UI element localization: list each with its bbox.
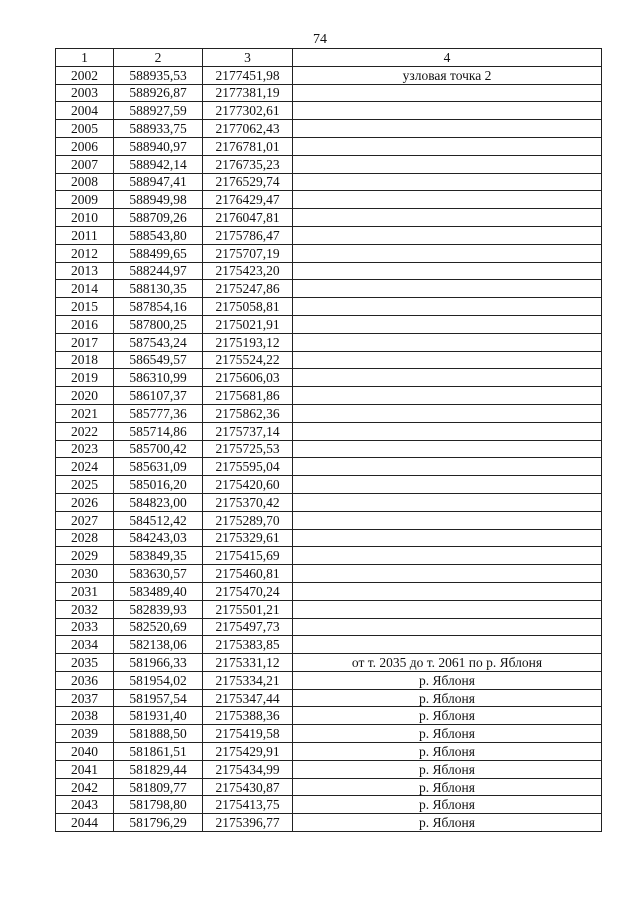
description-cell xyxy=(293,582,602,600)
description-cell xyxy=(293,493,602,511)
x-coordinate-cell: 581957,54 xyxy=(114,689,203,707)
table-row xyxy=(56,814,602,832)
x-coordinate-cell: 582520,69 xyxy=(114,618,203,636)
x-coordinate-cell: 586107,37 xyxy=(114,387,203,405)
point-number-cell: 2027 xyxy=(56,511,114,529)
point-number-cell: 2035 xyxy=(56,654,114,672)
table-row xyxy=(56,511,602,529)
x-coordinate-cell: 581931,40 xyxy=(114,707,203,725)
column-header-1: 1 xyxy=(56,49,114,67)
description-cell xyxy=(293,137,602,155)
description-cell: р. Яблоня xyxy=(293,689,602,707)
y-coordinate-cell: 2175786,47 xyxy=(203,226,293,244)
description-cell: р. Яблоня xyxy=(293,707,602,725)
y-coordinate-cell: 2176529,74 xyxy=(203,173,293,191)
point-number-cell: 2012 xyxy=(56,244,114,262)
point-number-cell: 2028 xyxy=(56,529,114,547)
y-coordinate-cell: 2175725,53 xyxy=(203,440,293,458)
table-row xyxy=(56,137,602,155)
description-cell xyxy=(293,618,602,636)
table-row xyxy=(56,387,602,405)
point-number-cell: 2042 xyxy=(56,778,114,796)
x-coordinate-cell: 582138,06 xyxy=(114,636,203,654)
description-cell: р. Яблоня xyxy=(293,671,602,689)
point-number-cell: 2006 xyxy=(56,137,114,155)
x-coordinate-cell: 588933,75 xyxy=(114,120,203,138)
x-coordinate-cell: 582839,93 xyxy=(114,600,203,618)
point-number-cell: 2002 xyxy=(56,66,114,84)
y-coordinate-cell: 2177381,19 xyxy=(203,84,293,102)
y-coordinate-cell: 2175501,21 xyxy=(203,600,293,618)
x-coordinate-cell: 588926,87 xyxy=(114,84,203,102)
x-coordinate-cell: 581809,77 xyxy=(114,778,203,796)
description-cell xyxy=(293,547,602,565)
y-coordinate-cell: 2175524,22 xyxy=(203,351,293,369)
y-coordinate-cell: 2175388,36 xyxy=(203,707,293,725)
point-number-cell: 2003 xyxy=(56,84,114,102)
y-coordinate-cell: 2175707,19 xyxy=(203,244,293,262)
y-coordinate-cell: 2176047,81 xyxy=(203,209,293,227)
description-cell xyxy=(293,511,602,529)
description-cell xyxy=(293,565,602,583)
description-cell xyxy=(293,191,602,209)
point-number-cell: 2009 xyxy=(56,191,114,209)
y-coordinate-cell: 2175289,70 xyxy=(203,511,293,529)
description-cell xyxy=(293,120,602,138)
description-cell xyxy=(293,173,602,191)
y-coordinate-cell: 2175737,14 xyxy=(203,422,293,440)
description-cell xyxy=(293,244,602,262)
point-number-cell: 2038 xyxy=(56,707,114,725)
table-row xyxy=(56,440,602,458)
point-number-cell: 2004 xyxy=(56,102,114,120)
table-row xyxy=(56,244,602,262)
table-row xyxy=(56,315,602,333)
description-cell xyxy=(293,298,602,316)
point-number-cell: 2014 xyxy=(56,280,114,298)
y-coordinate-cell: 2175415,69 xyxy=(203,547,293,565)
x-coordinate-cell: 585700,42 xyxy=(114,440,203,458)
table-row xyxy=(56,600,602,618)
point-number-cell: 2033 xyxy=(56,618,114,636)
description-cell: узловая точка 2 xyxy=(293,66,602,84)
table-row xyxy=(56,689,602,707)
table-row xyxy=(56,404,602,422)
column-header-3: 3 xyxy=(203,49,293,67)
x-coordinate-cell: 586310,99 xyxy=(114,369,203,387)
description-cell xyxy=(293,529,602,547)
point-number-cell: 2022 xyxy=(56,422,114,440)
y-coordinate-cell: 2176781,01 xyxy=(203,137,293,155)
x-coordinate-cell: 584512,42 xyxy=(114,511,203,529)
point-number-cell: 2041 xyxy=(56,760,114,778)
point-number-cell: 2031 xyxy=(56,582,114,600)
y-coordinate-cell: 2175423,20 xyxy=(203,262,293,280)
y-coordinate-cell: 2175396,77 xyxy=(203,814,293,832)
description-cell xyxy=(293,369,602,387)
x-coordinate-cell: 588130,35 xyxy=(114,280,203,298)
table-row xyxy=(56,66,602,84)
description-cell: р. Яблоня xyxy=(293,760,602,778)
x-coordinate-cell: 588942,14 xyxy=(114,155,203,173)
point-number-cell: 2034 xyxy=(56,636,114,654)
x-coordinate-cell: 588947,41 xyxy=(114,173,203,191)
point-number-cell: 2013 xyxy=(56,262,114,280)
y-coordinate-cell: 2177062,43 xyxy=(203,120,293,138)
y-coordinate-cell: 2175419,58 xyxy=(203,725,293,743)
y-coordinate-cell: 2175497,73 xyxy=(203,618,293,636)
table-row xyxy=(56,493,602,511)
table-row xyxy=(56,529,602,547)
point-number-cell: 2007 xyxy=(56,155,114,173)
y-coordinate-cell: 2175329,61 xyxy=(203,529,293,547)
x-coordinate-cell: 581796,29 xyxy=(114,814,203,832)
table-row xyxy=(56,582,602,600)
table-row xyxy=(56,725,602,743)
table-row xyxy=(56,369,602,387)
point-number-cell: 2032 xyxy=(56,600,114,618)
description-cell xyxy=(293,315,602,333)
x-coordinate-cell: 581888,50 xyxy=(114,725,203,743)
table-row xyxy=(56,618,602,636)
x-coordinate-cell: 581829,44 xyxy=(114,760,203,778)
point-number-cell: 2005 xyxy=(56,120,114,138)
description-cell: р. Яблоня xyxy=(293,814,602,832)
table-row xyxy=(56,262,602,280)
point-number-cell: 2024 xyxy=(56,458,114,476)
x-coordinate-cell: 588935,53 xyxy=(114,66,203,84)
table-row xyxy=(56,796,602,814)
table-row xyxy=(56,173,602,191)
point-number-cell: 2030 xyxy=(56,565,114,583)
y-coordinate-cell: 2176735,23 xyxy=(203,155,293,173)
y-coordinate-cell: 2175606,03 xyxy=(203,369,293,387)
x-coordinate-cell: 585714,86 xyxy=(114,422,203,440)
table-row xyxy=(56,120,602,138)
description-cell xyxy=(293,262,602,280)
table-body xyxy=(56,66,602,831)
table-row xyxy=(56,298,602,316)
x-coordinate-cell: 581966,33 xyxy=(114,654,203,672)
x-coordinate-cell: 588949,98 xyxy=(114,191,203,209)
description-cell xyxy=(293,422,602,440)
description-cell xyxy=(293,102,602,120)
point-number-cell: 2040 xyxy=(56,743,114,761)
description-cell xyxy=(293,600,602,618)
x-coordinate-cell: 588543,80 xyxy=(114,226,203,244)
y-coordinate-cell: 2175430,87 xyxy=(203,778,293,796)
x-coordinate-cell: 583489,40 xyxy=(114,582,203,600)
y-coordinate-cell: 2175429,91 xyxy=(203,743,293,761)
y-coordinate-cell: 2175681,86 xyxy=(203,387,293,405)
column-header-2: 2 xyxy=(114,49,203,67)
description-cell: р. Яблоня xyxy=(293,778,602,796)
table-row xyxy=(56,565,602,583)
description-cell xyxy=(293,458,602,476)
description-cell xyxy=(293,84,602,102)
y-coordinate-cell: 2175595,04 xyxy=(203,458,293,476)
x-coordinate-cell: 588244,97 xyxy=(114,262,203,280)
x-coordinate-cell: 581798,80 xyxy=(114,796,203,814)
table-row xyxy=(56,422,602,440)
y-coordinate-cell: 2175862,36 xyxy=(203,404,293,422)
description-cell xyxy=(293,387,602,405)
description-cell: от т. 2035 до т. 2061 по р. Яблоня xyxy=(293,654,602,672)
y-coordinate-cell: 2175420,60 xyxy=(203,476,293,494)
point-number-cell: 2021 xyxy=(56,404,114,422)
y-coordinate-cell: 2175347,44 xyxy=(203,689,293,707)
point-number-cell: 2036 xyxy=(56,671,114,689)
x-coordinate-cell: 581954,02 xyxy=(114,671,203,689)
y-coordinate-cell: 2175021,91 xyxy=(203,315,293,333)
x-coordinate-cell: 585016,20 xyxy=(114,476,203,494)
description-cell: р. Яблоня xyxy=(293,743,602,761)
table-header-row xyxy=(56,49,602,67)
point-number-cell: 2010 xyxy=(56,209,114,227)
table-row xyxy=(56,191,602,209)
table-row xyxy=(56,636,602,654)
description-cell xyxy=(293,280,602,298)
x-coordinate-cell: 585631,09 xyxy=(114,458,203,476)
point-number-cell: 2020 xyxy=(56,387,114,405)
table-row xyxy=(56,351,602,369)
page-number: 74 xyxy=(313,32,327,47)
description-cell xyxy=(293,351,602,369)
y-coordinate-cell: 2175058,81 xyxy=(203,298,293,316)
y-coordinate-cell: 2175334,21 xyxy=(203,671,293,689)
y-coordinate-cell: 2176429,47 xyxy=(203,191,293,209)
point-number-cell: 2008 xyxy=(56,173,114,191)
description-cell: р. Яблоня xyxy=(293,725,602,743)
table-row xyxy=(56,547,602,565)
description-cell xyxy=(293,440,602,458)
table-row xyxy=(56,102,602,120)
description-cell xyxy=(293,636,602,654)
x-coordinate-cell: 581861,51 xyxy=(114,743,203,761)
table-row xyxy=(56,226,602,244)
point-number-cell: 2039 xyxy=(56,725,114,743)
point-number-cell: 2017 xyxy=(56,333,114,351)
x-coordinate-cell: 587800,25 xyxy=(114,315,203,333)
point-number-cell: 2019 xyxy=(56,369,114,387)
y-coordinate-cell: 2177451,98 xyxy=(203,66,293,84)
y-coordinate-cell: 2175247,86 xyxy=(203,280,293,298)
y-coordinate-cell: 2175193,12 xyxy=(203,333,293,351)
description-cell xyxy=(293,155,602,173)
point-number-cell: 2018 xyxy=(56,351,114,369)
x-coordinate-cell: 587854,16 xyxy=(114,298,203,316)
point-number-cell: 2026 xyxy=(56,493,114,511)
point-number-cell: 2029 xyxy=(56,547,114,565)
description-cell xyxy=(293,209,602,227)
y-coordinate-cell: 2175470,24 xyxy=(203,582,293,600)
description-cell xyxy=(293,333,602,351)
table-row xyxy=(56,84,602,102)
table-row xyxy=(56,280,602,298)
table-row xyxy=(56,209,602,227)
y-coordinate-cell: 2175413,75 xyxy=(203,796,293,814)
point-number-cell: 2023 xyxy=(56,440,114,458)
x-coordinate-cell: 584823,00 xyxy=(114,493,203,511)
x-coordinate-cell: 585777,36 xyxy=(114,404,203,422)
point-number-cell: 2025 xyxy=(56,476,114,494)
table-row xyxy=(56,476,602,494)
table-row xyxy=(56,671,602,689)
table-row xyxy=(56,458,602,476)
x-coordinate-cell: 586549,57 xyxy=(114,351,203,369)
y-coordinate-cell: 2175383,85 xyxy=(203,636,293,654)
y-coordinate-cell: 2175460,81 xyxy=(203,565,293,583)
x-coordinate-cell: 588709,26 xyxy=(114,209,203,227)
y-coordinate-cell: 2175370,42 xyxy=(203,493,293,511)
x-coordinate-cell: 583630,57 xyxy=(114,565,203,583)
point-number-cell: 2044 xyxy=(56,814,114,832)
description-cell xyxy=(293,404,602,422)
y-coordinate-cell: 2175434,99 xyxy=(203,760,293,778)
table-row xyxy=(56,707,602,725)
x-coordinate-cell: 584243,03 xyxy=(114,529,203,547)
table-row xyxy=(56,778,602,796)
table-row xyxy=(56,155,602,173)
table-row xyxy=(56,760,602,778)
point-number-cell: 2043 xyxy=(56,796,114,814)
coordinates-table xyxy=(55,48,602,832)
x-coordinate-cell: 588940,97 xyxy=(114,137,203,155)
point-number-cell: 2016 xyxy=(56,315,114,333)
table-row xyxy=(56,654,602,672)
column-header-4: 4 xyxy=(293,49,602,67)
description-cell xyxy=(293,476,602,494)
description-cell xyxy=(293,226,602,244)
point-number-cell: 2015 xyxy=(56,298,114,316)
x-coordinate-cell: 587543,24 xyxy=(114,333,203,351)
description-cell: р. Яблоня xyxy=(293,796,602,814)
y-coordinate-cell: 2177302,61 xyxy=(203,102,293,120)
x-coordinate-cell: 588927,59 xyxy=(114,102,203,120)
x-coordinate-cell: 583849,35 xyxy=(114,547,203,565)
table-row xyxy=(56,333,602,351)
point-number-cell: 2037 xyxy=(56,689,114,707)
table-row xyxy=(56,743,602,761)
x-coordinate-cell: 588499,65 xyxy=(114,244,203,262)
point-number-cell: 2011 xyxy=(56,226,114,244)
y-coordinate-cell: 2175331,12 xyxy=(203,654,293,672)
